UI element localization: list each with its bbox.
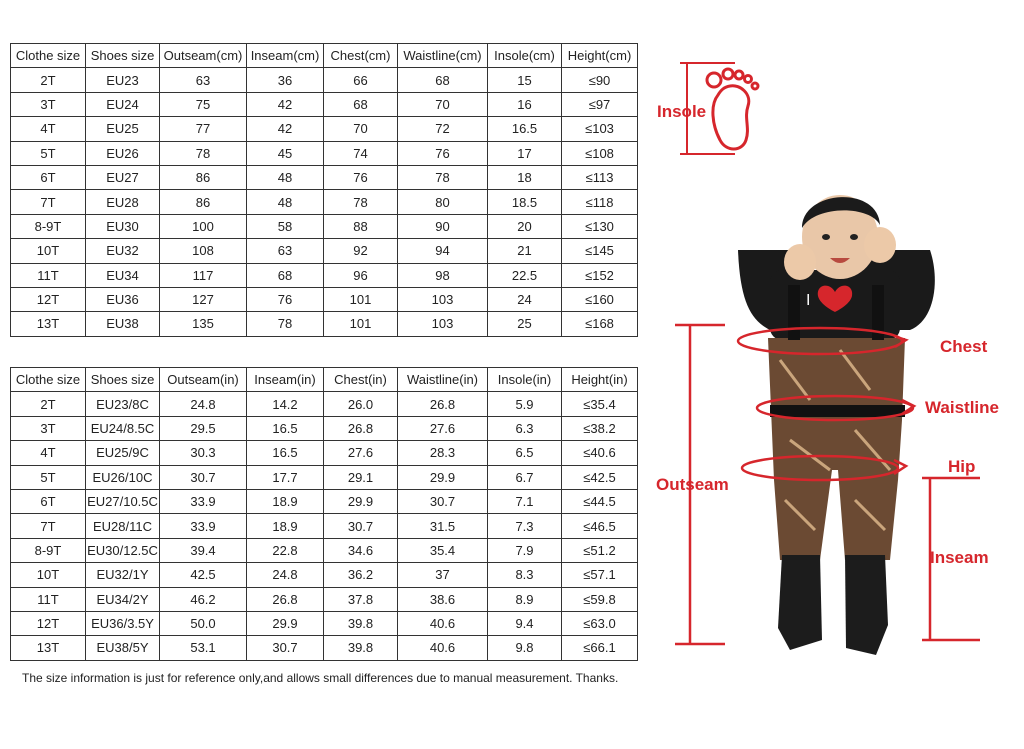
table-cell: 94 xyxy=(398,239,488,263)
table-cell: ≤160 xyxy=(562,287,638,311)
table-cell: EU27/10.5C xyxy=(86,489,160,513)
table-cell: 26.8 xyxy=(398,392,488,416)
table-cell: EU25/9C xyxy=(86,441,160,465)
table-cell: 24.8 xyxy=(247,563,324,587)
table-cell: 33.9 xyxy=(160,489,247,513)
table-cell: 13T xyxy=(11,312,86,336)
table-cell: 40.6 xyxy=(398,636,488,660)
table-cell: 12T xyxy=(11,287,86,311)
shirt-letter: I xyxy=(806,292,811,309)
table-row xyxy=(11,287,638,311)
table-cell: 27.6 xyxy=(398,416,488,440)
table-row xyxy=(11,538,638,562)
table-cell: 40.6 xyxy=(398,611,488,635)
table-cell: EU24 xyxy=(86,92,160,116)
disclaimer-note: The size information is just for reference only,and allows small differences due to manual measurement. Thanks. xyxy=(22,671,619,685)
table-cell: 70 xyxy=(398,92,488,116)
table-cell: 22.8 xyxy=(247,538,324,562)
table-cell: 24.8 xyxy=(160,392,247,416)
table-cell: EU36 xyxy=(86,287,160,311)
table-cell: 30.7 xyxy=(160,465,247,489)
table-cell: 7.1 xyxy=(488,489,562,513)
table-cell: 108 xyxy=(160,239,247,263)
table-cell: ≤63.0 xyxy=(562,611,638,635)
table-cell: 7T xyxy=(11,514,86,538)
table-cell: 29.1 xyxy=(324,465,398,489)
table-cell: ≤46.5 xyxy=(562,514,638,538)
table-cell: 8.9 xyxy=(488,587,562,611)
table-cell: 2T xyxy=(11,392,86,416)
table-cell: EU30/12.5C xyxy=(86,538,160,562)
table-cell: ≤42.5 xyxy=(562,465,638,489)
table-cell: EU24/8.5C xyxy=(86,416,160,440)
table-cell: 30.3 xyxy=(160,441,247,465)
table-cell: 8-9T xyxy=(11,214,86,238)
table-row xyxy=(11,239,638,263)
table-cell: 9.4 xyxy=(488,611,562,635)
table-cell: 25 xyxy=(488,312,562,336)
column-header: Shoes size xyxy=(86,368,160,392)
table-row xyxy=(11,190,638,214)
table-cell: ≤108 xyxy=(562,141,638,165)
table-cell: EU34/2Y xyxy=(86,587,160,611)
table-cell: EU38 xyxy=(86,312,160,336)
column-header: Waistline(cm) xyxy=(398,44,488,68)
table-cell: 96 xyxy=(324,263,398,287)
column-header: Clothe size xyxy=(11,368,86,392)
table-cell: 30.7 xyxy=(247,636,324,660)
table-cell: 35.4 xyxy=(398,538,488,562)
table-row xyxy=(11,141,638,165)
child-figure xyxy=(738,195,935,655)
table-cell: ≤145 xyxy=(562,239,638,263)
table-row xyxy=(11,68,638,92)
table-cell: 34.6 xyxy=(324,538,398,562)
table-cell: 86 xyxy=(160,190,247,214)
table-cell: ≤57.1 xyxy=(562,563,638,587)
table-cell: 28.3 xyxy=(398,441,488,465)
chest-label: Chest xyxy=(940,337,988,356)
foot-icon xyxy=(707,69,758,149)
table-cell: 90 xyxy=(398,214,488,238)
table-cell: 33.9 xyxy=(160,514,247,538)
table-cell: 7.9 xyxy=(488,538,562,562)
table-row xyxy=(11,416,638,440)
measurement-diagram xyxy=(640,0,1024,749)
table-cell: 76 xyxy=(398,141,488,165)
column-header: Clothe size xyxy=(11,44,86,68)
table-cell: 127 xyxy=(160,287,247,311)
column-header: Chest(in) xyxy=(324,368,398,392)
table-cell: 86 xyxy=(160,165,247,189)
table-cell: EU32 xyxy=(86,239,160,263)
table-cell: EU26/10C xyxy=(86,465,160,489)
table-cell: 16.5 xyxy=(247,416,324,440)
table-cell: 103 xyxy=(398,312,488,336)
table-row xyxy=(11,636,638,660)
table-cell: EU36/3.5Y xyxy=(86,611,160,635)
table-cell: 31.5 xyxy=(398,514,488,538)
column-header: Insole(in) xyxy=(488,368,562,392)
table-cell: 53.1 xyxy=(160,636,247,660)
table-cell: 103 xyxy=(398,287,488,311)
table-cell: ≤35.4 xyxy=(562,392,638,416)
table-cell: 63 xyxy=(160,68,247,92)
table-cell: 77 xyxy=(160,117,247,141)
table-cell: EU30 xyxy=(86,214,160,238)
column-header: Chest(cm) xyxy=(324,44,398,68)
table-cell: 45 xyxy=(247,141,324,165)
table-cell: 26.0 xyxy=(324,392,398,416)
table-cell: 39.4 xyxy=(160,538,247,562)
table-cell: ≤168 xyxy=(562,312,638,336)
table-row xyxy=(11,441,638,465)
column-header: Outseam(in) xyxy=(160,368,247,392)
table-cell: EU34 xyxy=(86,263,160,287)
table-cell: ≤113 xyxy=(562,165,638,189)
table-cell: 5T xyxy=(11,141,86,165)
table-row xyxy=(11,611,638,635)
table-cell: 18.9 xyxy=(247,489,324,513)
inseam-label: Inseam xyxy=(930,548,989,567)
table-row xyxy=(11,263,638,287)
table-cell: 6.7 xyxy=(488,465,562,489)
column-header: Shoes size xyxy=(86,44,160,68)
table-cell: 88 xyxy=(324,214,398,238)
table-cell: 18 xyxy=(488,165,562,189)
table-cell: 74 xyxy=(324,141,398,165)
table-cell: 29.9 xyxy=(324,489,398,513)
table-cell: 4T xyxy=(11,441,86,465)
table-cell: 42.5 xyxy=(160,563,247,587)
table-cell: 18.5 xyxy=(488,190,562,214)
table-cell: 50.0 xyxy=(160,611,247,635)
table-cell: 80 xyxy=(398,190,488,214)
table-cell: 48 xyxy=(247,165,324,189)
table-row xyxy=(11,465,638,489)
table-cell: 21 xyxy=(488,239,562,263)
table-cell: EU23 xyxy=(86,68,160,92)
table-cell: 6T xyxy=(11,165,86,189)
table-cell: 16 xyxy=(488,92,562,116)
table-cell: 17.7 xyxy=(247,465,324,489)
table-cell: 3T xyxy=(11,416,86,440)
table-cell: 10T xyxy=(11,563,86,587)
table-cell: 100 xyxy=(160,214,247,238)
table-row xyxy=(11,214,638,238)
table-cell: 72 xyxy=(398,117,488,141)
table-cell: EU23/8C xyxy=(86,392,160,416)
table-cell: 14.2 xyxy=(247,392,324,416)
table-cell: 5T xyxy=(11,465,86,489)
table-cell: 38.6 xyxy=(398,587,488,611)
table-row xyxy=(11,392,638,416)
table-cell: 29.5 xyxy=(160,416,247,440)
table-cell: 36 xyxy=(247,68,324,92)
table-row xyxy=(11,312,638,336)
table-cell: EU27 xyxy=(86,165,160,189)
table-cell: 16.5 xyxy=(247,441,324,465)
table-cell: EU38/5Y xyxy=(86,636,160,660)
column-header: Inseam(cm) xyxy=(247,44,324,68)
table-cell: 66 xyxy=(324,68,398,92)
table-cell: ≤152 xyxy=(562,263,638,287)
table-cell: 8.3 xyxy=(488,563,562,587)
table-cell: 9.8 xyxy=(488,636,562,660)
table-header xyxy=(11,368,638,392)
table-cell: 17 xyxy=(488,141,562,165)
table-cell: ≤44.5 xyxy=(562,489,638,513)
size-table-cm xyxy=(10,43,638,337)
table-cell: ≤130 xyxy=(562,214,638,238)
table-cell: ≤103 xyxy=(562,117,638,141)
table-cell: ≤66.1 xyxy=(562,636,638,660)
table-cell: 5.9 xyxy=(488,392,562,416)
size-table-inch xyxy=(10,367,638,661)
table-cell: 30.7 xyxy=(324,514,398,538)
table-cell: 27.6 xyxy=(324,441,398,465)
table-row xyxy=(11,117,638,141)
column-header: Inseam(in) xyxy=(247,368,324,392)
table-cell: ≤90 xyxy=(562,68,638,92)
table-cell: 7T xyxy=(11,190,86,214)
column-header: Height(cm) xyxy=(562,44,638,68)
table-cell: 30.7 xyxy=(398,489,488,513)
table-cell: 29.9 xyxy=(247,611,324,635)
table-cell: 6.3 xyxy=(488,416,562,440)
table-cell: 6T xyxy=(11,489,86,513)
table-cell: 29.9 xyxy=(398,465,488,489)
table-cell: 42 xyxy=(247,92,324,116)
table-cell: 11T xyxy=(11,263,86,287)
table-cell: ≤59.8 xyxy=(562,587,638,611)
table-cell: 42 xyxy=(247,117,324,141)
table-cell: 101 xyxy=(324,312,398,336)
table-header xyxy=(11,44,638,68)
table-cell: 58 xyxy=(247,214,324,238)
table-cell: EU28/11C xyxy=(86,514,160,538)
table-row xyxy=(11,587,638,611)
table-cell: 12T xyxy=(11,611,86,635)
table-cell: 26.8 xyxy=(247,587,324,611)
table-cell: 4T xyxy=(11,117,86,141)
table-cell: 78 xyxy=(160,141,247,165)
table-cell: 70 xyxy=(324,117,398,141)
table-cell: 101 xyxy=(324,287,398,311)
table-cell: 3T xyxy=(11,92,86,116)
table-cell: 2T xyxy=(11,68,86,92)
table-cell: 78 xyxy=(324,190,398,214)
table-cell: 37.8 xyxy=(324,587,398,611)
table-cell: 16.5 xyxy=(488,117,562,141)
column-header: Insole(cm) xyxy=(488,44,562,68)
table-cell: 117 xyxy=(160,263,247,287)
table-cell: 11T xyxy=(11,587,86,611)
table-cell: 20 xyxy=(488,214,562,238)
outseam-label: Outseam xyxy=(656,475,729,494)
table-cell: 22.5 xyxy=(488,263,562,287)
table-cell: 63 xyxy=(247,239,324,263)
table-cell: 78 xyxy=(247,312,324,336)
table-cell: 92 xyxy=(324,239,398,263)
table-cell: EU25 xyxy=(86,117,160,141)
table-cell: ≤97 xyxy=(562,92,638,116)
table-cell: 68 xyxy=(247,263,324,287)
table-cell: 13T xyxy=(11,636,86,660)
table-cell: EU26 xyxy=(86,141,160,165)
table-cell: 24 xyxy=(488,287,562,311)
table-cell: 76 xyxy=(247,287,324,311)
insole-label: Insole xyxy=(657,102,707,121)
table-cell: EU32/1Y xyxy=(86,563,160,587)
waistline-label: Waistline xyxy=(925,398,999,417)
table-cell: 15 xyxy=(488,68,562,92)
table-cell: ≤51.2 xyxy=(562,538,638,562)
table-row xyxy=(11,514,638,538)
table-cell: 68 xyxy=(324,92,398,116)
hip-label: Hip xyxy=(948,457,976,476)
table-cell: 37 xyxy=(398,563,488,587)
table-cell: 8-9T xyxy=(11,538,86,562)
table-cell: 39.8 xyxy=(324,611,398,635)
table-cell: 75 xyxy=(160,92,247,116)
column-header: Outseam(cm) xyxy=(160,44,247,68)
table-cell: ≤38.2 xyxy=(562,416,638,440)
table-cell: 76 xyxy=(324,165,398,189)
table-cell: 135 xyxy=(160,312,247,336)
table-cell: 46.2 xyxy=(160,587,247,611)
column-header: Waistline(in) xyxy=(398,368,488,392)
table-cell: 6.5 xyxy=(488,441,562,465)
table-row xyxy=(11,489,638,513)
table-cell: 18.9 xyxy=(247,514,324,538)
table-row xyxy=(11,563,638,587)
table-cell: 48 xyxy=(247,190,324,214)
table-cell: ≤118 xyxy=(562,190,638,214)
table-cell: 39.8 xyxy=(324,636,398,660)
table-cell: 36.2 xyxy=(324,563,398,587)
table-cell: ≤40.6 xyxy=(562,441,638,465)
table-cell: 68 xyxy=(398,68,488,92)
table-cell: 78 xyxy=(398,165,488,189)
column-header: Height(in) xyxy=(562,368,638,392)
table-cell: 7.3 xyxy=(488,514,562,538)
table-cell: 98 xyxy=(398,263,488,287)
table-row xyxy=(11,92,638,116)
table-cell: 10T xyxy=(11,239,86,263)
table-cell: EU28 xyxy=(86,190,160,214)
table-cell: 26.8 xyxy=(324,416,398,440)
table-row xyxy=(11,165,638,189)
